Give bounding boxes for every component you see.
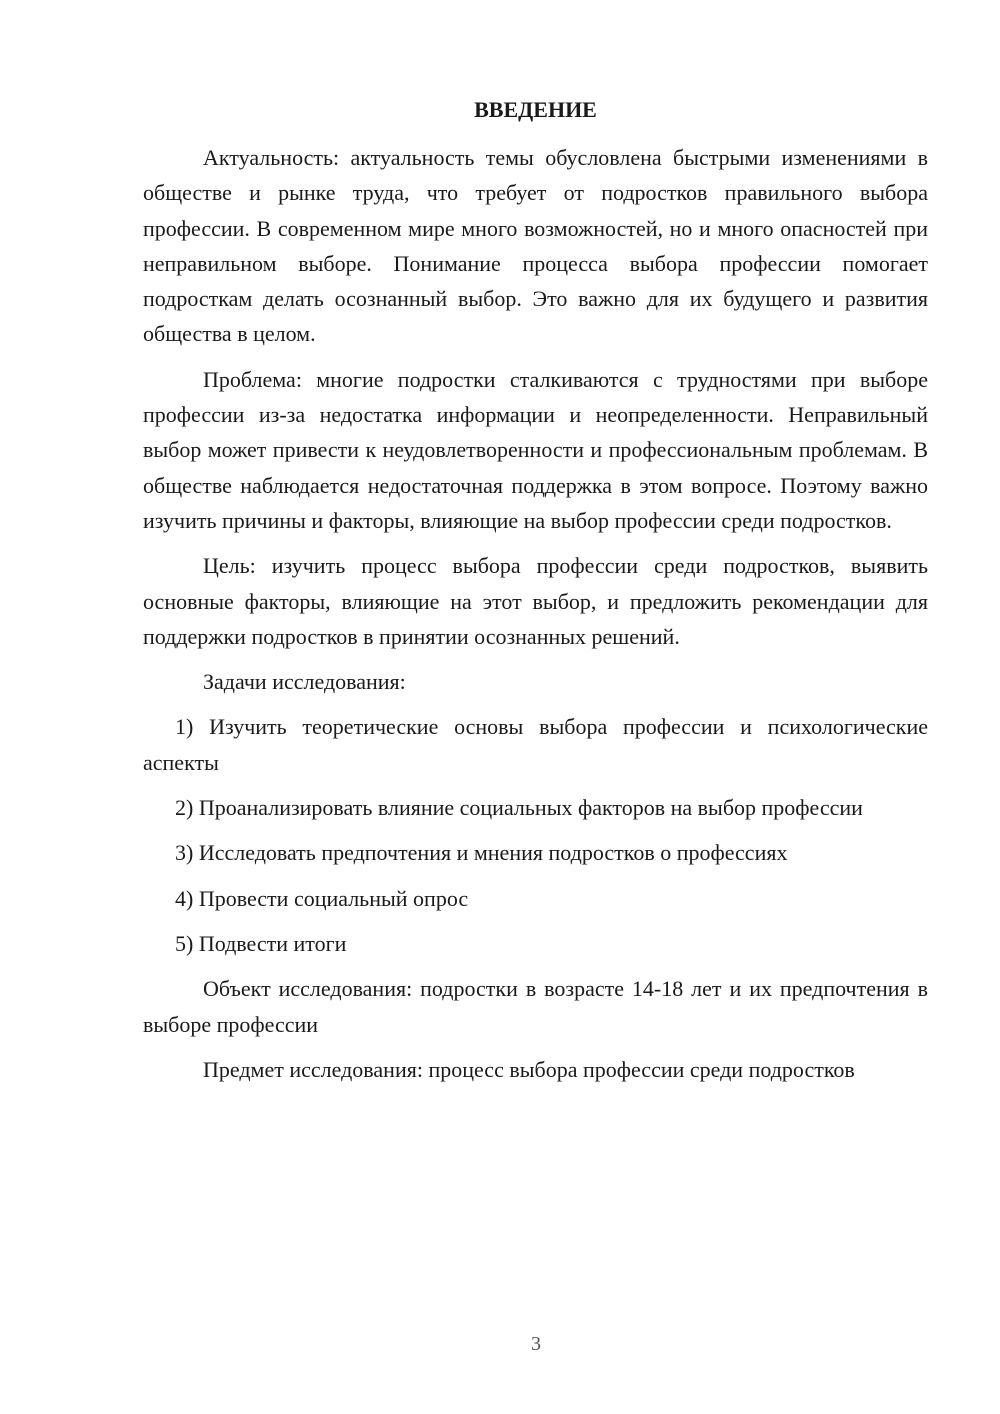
task-item: 1) Изучить теоретические основы выбора профессии и психологические аспекты bbox=[143, 714, 928, 775]
task-item: 4) Провести социальный опрос bbox=[175, 885, 469, 911]
tasks-heading: Задачи исследования: bbox=[203, 669, 406, 695]
relevance-paragraph: Актуальность: актуальность темы обусловлена быстрыми изменениями в обществе и рынке труда, что требует от подростков правильного выбора профессии. В современном мире много возможностей, но и много опасностей при неправильном выборе. Понимание процесса выбора профессии помогает подросткам делать осознанный выбор. Это важно для их будущего и развития общества в целом. bbox=[143, 145, 928, 347]
document-page bbox=[143, 94, 928, 1097]
page-number: 3 bbox=[531, 1333, 541, 1355]
problem-paragraph: Проблема: многие подростки сталкиваются с трудностями при выборе профессии из-за недостатка информации и неопределенности. Неправильный выбор может привести к неудовлетворенности и профессиональным проблемам. В обществе наблюдается недостаточная поддержка в этом вопросе. Поэтому важно изучить причины и факторы, влияющие на выбор профессии среди подростков. bbox=[143, 366, 928, 533]
section-heading: ВВЕДЕНИЕ bbox=[474, 97, 597, 122]
task-item: 5) Подвести итоги bbox=[175, 930, 347, 956]
task-item: 2) Проанализировать влияние социальных факторов на выбор профессии bbox=[175, 795, 863, 821]
task-item: 3) Исследовать предпочтения и мнения подростков о профессиях bbox=[175, 840, 788, 866]
subject-paragraph: Предмет исследования: процесс выбора профессии среди подростков bbox=[203, 1056, 855, 1082]
goal-paragraph: Цель: изучить процесс выбора профессии среди подростков, выявить основные факторы, влияющие на этот выбор, и предложить рекомендации для поддержки подростков в принятии осознанных решений. bbox=[143, 553, 928, 649]
object-paragraph: Объект исследования: подростки в возрасте 14-18 лет и их предпочтения в выборе профессии bbox=[143, 976, 928, 1037]
